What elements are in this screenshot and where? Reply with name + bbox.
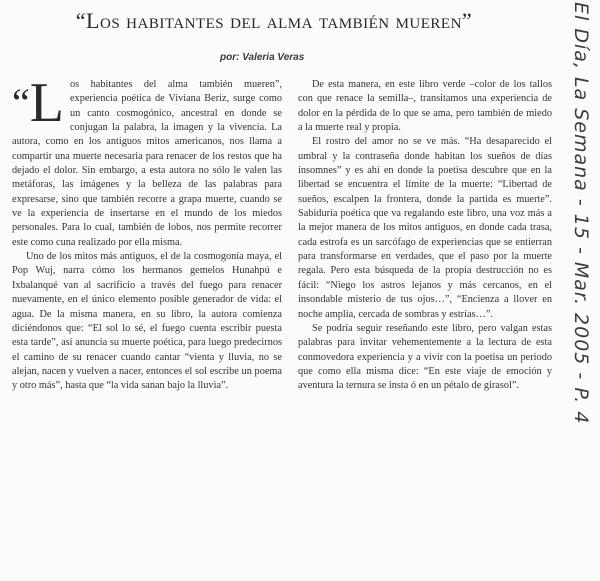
left-paragraph-2: Uno de los mitos más antiguos, el de la cosmogonía maya, el Pop Wuj, narra cómo los hermanos gemelos Hunahpú e Ixbalanqué van al sacrificio a través del fuego para renacer nuevamente, en el único elemento posible generador de vida: el agua. De la misma manera, en su libro, la autora comienza diciéndonos que: “El sol lo sé, el fuego cuenta escribir puesta esta tarde”, así anuncia su muerte poética, para luego predecirnos el camino de su renacer cuando cantar “vienta y lluvia, no se alejan, nacen y vuelven a nacer, entonces el sol escribe un poema y otro más”, hasta que “la vida sanan bajo la lluvia”. bbox=[12, 251, 282, 392]
article-title: “Los habitantes del alma también mueren” bbox=[75, 8, 473, 33]
right-paragraph-3: Se podría seguir reseñando este libro, pero valgan estas palabras para invitar vehementemente a la lectura de esta conmovedora experiencia y a vivir con la poetisa un periodo que como ella misma dice: “En este viaje de emoción y aventura la ternura se insta ó en un pétalo de girasol”. bbox=[298, 322, 552, 392]
drop-cap bbox=[12, 72, 64, 134]
handwritten-source-note bbox=[566, 4, 596, 576]
article-byline: por: Valeria Veras bbox=[220, 52, 305, 63]
right-paragraph-1: De esta manera, en este libro verde –color de los tallos con que renace la semilla–, transitamos una experiencia de dolor en la pérdida de lo que se ama, pero también de miedo a la muerte real y propia. bbox=[298, 79, 552, 134]
handwritten-note-text: El Día, La Semana - 15 - Mar. 2005 - P. 4 bbox=[570, 2, 592, 425]
article-column-left bbox=[12, 72, 282, 394]
left-paragraph-1: os habitantes del alma también mueren”, experiencia poética de Viviana Beriz, surge como un canto cosmogónico, ancestral en donde se conjugan la palabra, la imagen y la vivencia. La autora, como en los antiguos mitos americanos, nos llama a compartir una muerte necesaria para renacer de los restos que ha dejado el dolor. Sin embargo, a esta autora no sólo le valen las metáforas, las imágenes y la belleza de las palabras para expresarse, sino que también recorre a grapa muerte, cuando se ve la experiencia de insertarse en el mundo de los miedos personales. Para lo cual, también de lobos, nos permite recorrer este como cuna realizado por ella misma. bbox=[12, 79, 282, 248]
right-paragraph-2: El rostro del amor no se ve más. “Ha desaparecido el umbral y la contraseña donde habitan los sueños de días insomnes” y es ahí en donde la poetisa descubre que en la libertad se encuentra el límite de la muerte: “Libertad de sueños, escalpen la frontera, donde la partida es muerte”. Sabiduría poética que va regalando este libro, una voz más a la mejor manera de los mitos antiguos, en donde cada trasa, cada estrofa es un sarcófago de experiencias que se entierran para transformarse en verdades, que el paso por la muerte regala. Pero esta búsqueda de la propia destrucción no es fácil: “Niego los astros lejanos y más cercanos, en el insondable misterio de tus ojos…”, “Encienza a llover en noche amplia, cercada de sombras y estrías…”. bbox=[298, 136, 552, 320]
drop-cap-letter: L bbox=[29, 72, 64, 134]
drop-cap-quote: “ bbox=[12, 80, 30, 125]
article-column-right bbox=[298, 78, 552, 394]
